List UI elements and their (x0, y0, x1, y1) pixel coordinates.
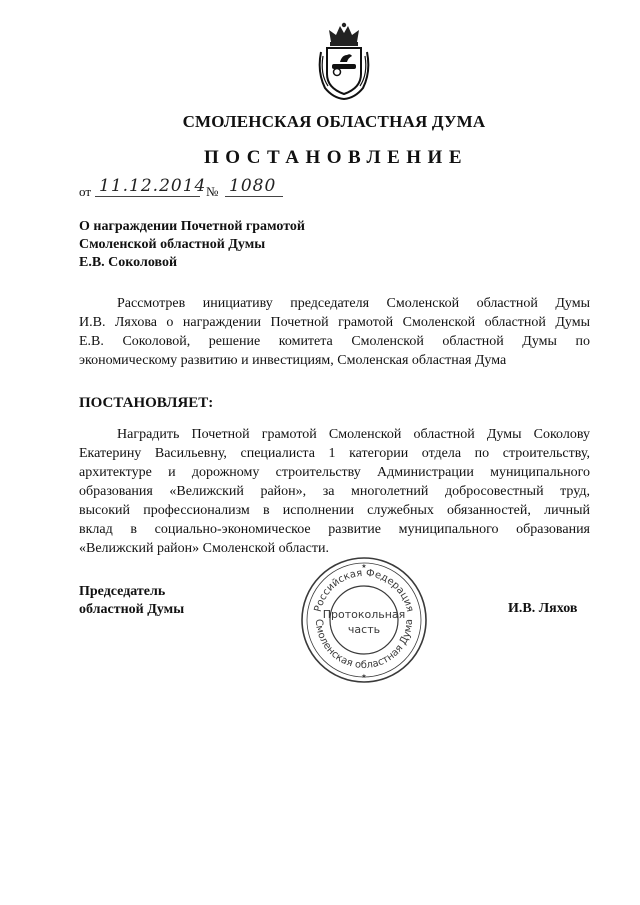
resolution-paragraph (79, 425, 590, 558)
resolves-heading: ПОСТАНОВЛЯЕТ: (79, 395, 214, 411)
stamp-star-icon: ★ (361, 564, 367, 570)
handwritten-number: 1080 (229, 176, 277, 196)
signatory-name: И.В. Ляхов (508, 601, 578, 616)
resolution-line: вклад в социально-экономическое развитие муниципального образования (79, 522, 590, 537)
preamble-line: Рассмотрев инициативу председателя Смоленской областной Думы (117, 296, 590, 311)
resolution-line: Екатерину Васильевну, специалиста 1 категории отдела по строительству, (79, 446, 590, 461)
handwritten-date: 11.12.2014 (99, 176, 207, 196)
number-underline (225, 196, 283, 197)
stamp-star-icon: ★ (361, 674, 367, 680)
preamble-line: И.В. Ляхова о награждении Почетной грамотой Смоленской областной Думы (79, 315, 590, 330)
signatory-title-line: областной Думы (79, 602, 185, 617)
subject-line: Е.В. Соколовой (79, 255, 178, 270)
subject-line: О награждении Почетной грамотой (79, 219, 305, 234)
resolution-line: высокий профессионализм в исполнении служебных обязанностей, личный (79, 503, 590, 518)
preamble-paragraph (79, 294, 590, 370)
preamble-line: Е.В. Соколовой, решение комитета Смоленской областной Думы по (79, 334, 590, 349)
organization-title: СМОЛЕНСКАЯ ОБЛАСТНАЯ ДУМА (182, 112, 486, 131)
stamp-center-line: Протокольная (322, 608, 406, 621)
subject-line: Смоленской областной Думы (79, 237, 266, 252)
number-label: № (206, 184, 219, 199)
date-underline (95, 196, 200, 197)
coat-of-arms-icon (313, 22, 375, 100)
signatory-title (79, 583, 184, 619)
document-subject (79, 218, 305, 272)
resolution-line: «Велижский район» Смоленской области. (79, 541, 329, 556)
document-type-title: ПОСТАНОВЛЕНИЕ (203, 147, 469, 168)
stamp-center-line: часть (347, 623, 381, 636)
date-from-label: от (79, 184, 92, 199)
signatory-title-line: Председатель (79, 584, 166, 599)
resolution-line: образования «Велижский район», за многолетний добросовестный труд, (79, 484, 590, 499)
resolution-line: Наградить Почетной грамотой Смоленской областной Думы Соколову (117, 427, 590, 442)
preamble-line: экономическому развитию и инвестициям, Смоленская областная Дума (79, 353, 507, 368)
stamp-ring-text-bottom: Смоленская областная Дума (312, 618, 416, 672)
stamp-ring-text: Российская Федерация (312, 567, 416, 614)
resolution-line: архитектуре и дорожному строительству Администрации муниципального (79, 465, 590, 480)
date-number-line (79, 176, 309, 200)
official-stamp-icon (300, 556, 428, 684)
